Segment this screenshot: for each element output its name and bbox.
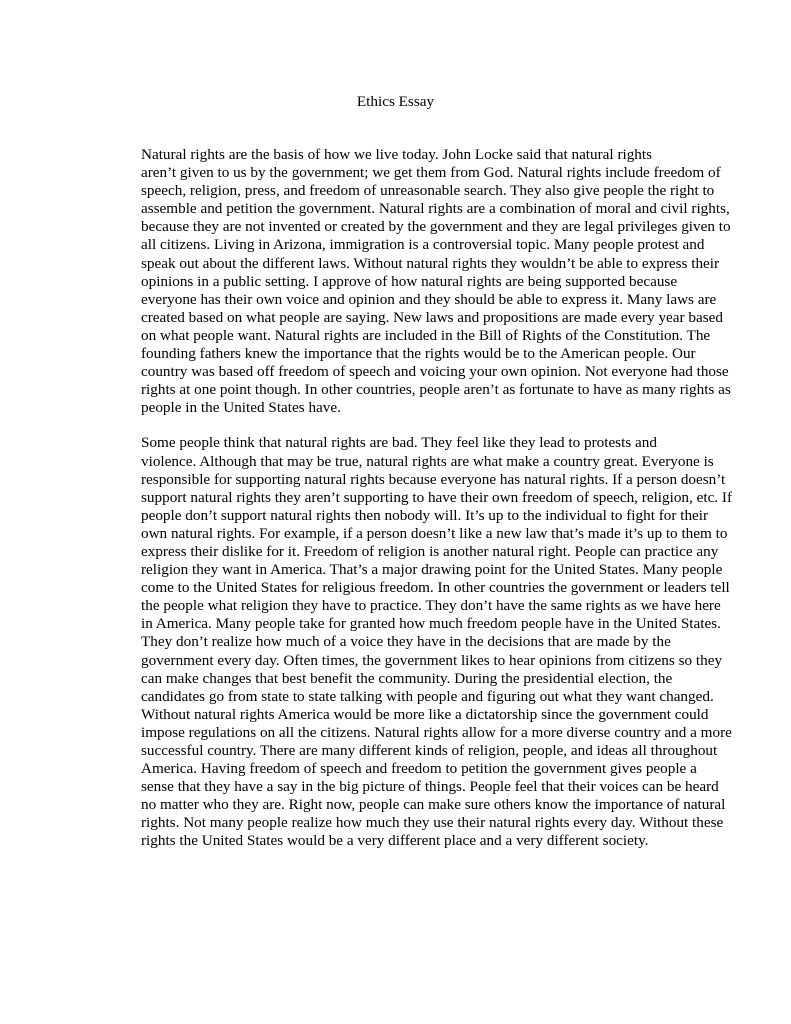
paragraph-line: express their dislike for it. Freedom of religion is another natural right. People can practice any xyxy=(141,542,719,560)
paragraph-line: country was based off freedom of speech and voicing your own opinion. Not everyone had those xyxy=(141,363,729,381)
paragraph-line: violence. Although that may be true, natural rights are what make a country great. Everyone is xyxy=(141,452,714,470)
paragraph-line: created based on what people are saying. New laws and propositions are made every year based xyxy=(141,308,723,326)
paragraph-line: because they are not invented or created by the government and they are legal privileges given to xyxy=(141,218,731,236)
paragraph-line: government every day. Often times, the government likes to hear opinions from citizens so they xyxy=(141,651,723,669)
paragraph-line: come to the United States for religious freedom. In other countries the government or leaders tell xyxy=(141,579,730,597)
paragraph-line: founding fathers knew the importance that the rights would be to the American people. Our xyxy=(141,345,696,363)
paragraph-line: They don’t realize how much of a voice they have in the decisions that are made by the xyxy=(141,633,671,651)
paragraph-line: can make changes that best benefit the community. During the presidential election, the xyxy=(141,669,673,687)
paragraph-line: people in the United States have. xyxy=(141,399,341,417)
paragraph-line: the people what religion they have to practice. They don’t have the same rights as we have here xyxy=(141,597,721,615)
paragraph-line: people don’t support natural rights then nobody will. It’s up to the individual to fight for their xyxy=(141,506,709,524)
essay-paragraph xyxy=(93,146,731,417)
paragraph-line: on what people want. Natural rights are included in the Bill of Rights of the Constitution. The xyxy=(141,326,711,344)
paragraph-line: speech, religion, press, and freedom of unreasonable search. They also give people the right to xyxy=(141,182,715,200)
paragraph-line: responsible for supporting natural rights because everyone has natural rights. If a person doesn’t xyxy=(141,470,726,488)
paragraph-line: in America. Many people take for granted how much freedom people have in the United States. xyxy=(141,615,721,633)
paragraph-line: rights the United States would be a very different place and a very different society. xyxy=(141,832,649,850)
essay-paragraph xyxy=(93,434,733,850)
paragraph-line: Some people think that natural rights are bad. They feel like they lead to protests and xyxy=(141,434,657,452)
paragraph-line: no matter who they are. Right now, people can make sure others know the importance of natural xyxy=(141,796,726,814)
paragraph-line: successful country. There are many different kinds of religion, people, and ideas all throughout xyxy=(141,742,718,759)
paragraph-line: rights. Not many people realize how much they use their natural rights every day. Without these xyxy=(141,814,724,832)
document-title: Ethics Essay xyxy=(356,93,435,110)
paragraph-line: impose regulations on all the citizens. Natural rights allow for a more diverse country and a more xyxy=(141,723,732,741)
paragraph-line: support natural rights they aren’t supporting to have their own freedom of speech, religion, etc. If xyxy=(141,488,733,506)
paragraph-line: rights at one point though. In other countries, people aren’t as fortunate to have as many rights as xyxy=(141,381,731,399)
paragraph-line: sense that they have a say in the big picture of things. People feel that their voices can be heard xyxy=(141,778,719,796)
paragraph-line: America. Having freedom of speech and freedom to petition the government gives people a xyxy=(141,760,697,778)
paragraph-line: own natural rights. For example, if a person doesn’t like a new law that’s made it’s up to them to xyxy=(141,524,728,542)
paragraph-line: aren’t given to us by the government; we get them from God. Natural rights include freedom of xyxy=(141,164,721,182)
paragraph-line: Natural rights are the basis of how we live today. John Locke said that natural rights xyxy=(141,146,653,163)
paragraph-line: speak out about the different laws. Without natural rights they wouldn’t be able to express their xyxy=(141,254,720,272)
paragraph-line: candidates go from state to state talking with people and figuring out what they want changed. xyxy=(141,687,714,705)
paragraph-line: everyone has their own voice and opinion and they should be able to express it. Many laws are xyxy=(141,290,717,308)
essay-body xyxy=(93,146,733,868)
paragraph-line: assemble and petition the government. Natural rights are a combination of moral and civil rights, xyxy=(141,200,730,218)
paragraph-line: Without natural rights America would be more like a dictatorship since the government could xyxy=(141,705,709,723)
paragraph-line: religion they want in America. That’s a major drawing point for the United States. Many people xyxy=(141,561,723,579)
paragraph-line: opinions in a public setting. I approve of how natural rights are being supported because xyxy=(141,272,678,290)
paragraph-line: all citizens. Living in Arizona, immigration is a controversial topic. Many people protest and xyxy=(141,236,705,254)
